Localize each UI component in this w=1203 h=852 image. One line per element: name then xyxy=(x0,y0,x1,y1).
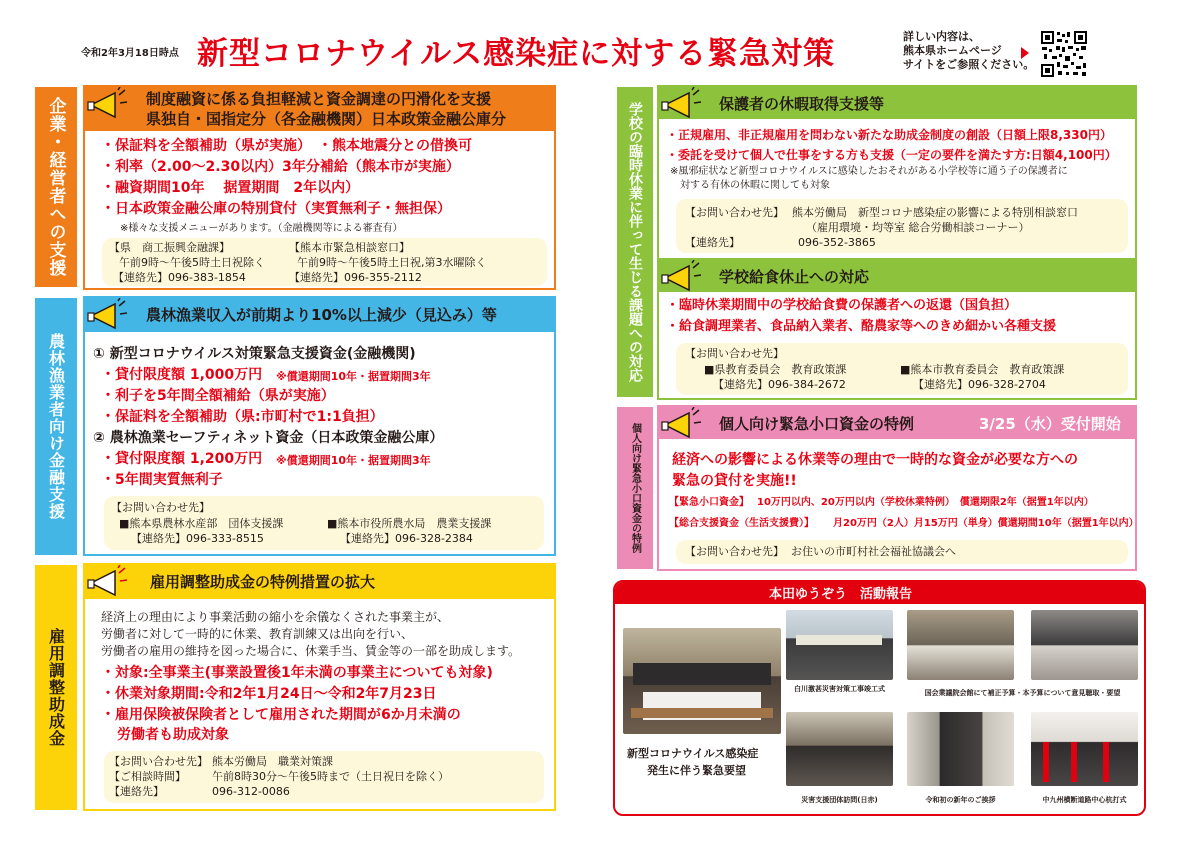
sec3-para-1: 経済上の理由により事業活動の縮小を余儀なくされた事業主が、 xyxy=(101,610,450,624)
sec4-lunch-contact-1-dept: ■県教育委員会 教育政策課 xyxy=(704,363,847,376)
sec1-bullet-1: ・保証料を全額補助（県が実施） ・熊本地震分との借換可 xyxy=(101,138,472,154)
sec2-b1-note: ※償還期間10年・据置期間3年 xyxy=(276,454,431,467)
megaphone-icon xyxy=(85,87,129,119)
sec2-b2: ・5年間実質無利子 xyxy=(101,472,223,488)
section-1-header xyxy=(83,85,556,131)
section-4b-header xyxy=(657,258,1137,292)
sec2-inquiry-label: 【お問い合わせ先】 xyxy=(111,501,210,514)
sec4-bullet-1: ・正規雇用、非正規雇用を問わない新たな助成金制度の創設（日額上限8,330円） xyxy=(666,128,1112,142)
sec5-para-2: 緊急の貸付を実施!! xyxy=(672,473,797,489)
sec1-contact-2-title: 【熊本市緊急相談窓口】 xyxy=(289,241,410,254)
photo-6-caption: 中九州横断道路中心杭打式 xyxy=(1042,796,1127,804)
sec5-para-1: 経済への影響による休業等の理由で一時的な資金が必要な方への xyxy=(672,452,1078,468)
info-text xyxy=(903,30,1034,72)
sec4-bullet-2: ・委託を受けて個人で仕事をする方も支援（一定の要件を満たす方:日額4,100円） xyxy=(666,148,1117,162)
megaphone-icon xyxy=(85,565,129,597)
sec4-inquiry-label: 【お問い合わせ先】 xyxy=(685,206,784,219)
side-label-corporate: 企業・経営者への支援 xyxy=(35,87,77,287)
sec2-contact-1-phone: 【連絡先】096-333-8515 xyxy=(131,532,264,545)
section-2-title: 農林漁業収入が前期より10%以上減少（見込み）等 xyxy=(146,306,497,324)
megaphone-icon xyxy=(659,407,703,439)
sec3-phone-label: 【連絡先】 xyxy=(109,785,164,798)
sec4-note-1: ※風邪症状など新型コロナウイルスに感染したおそれがある小学校等に通う子の保護者に xyxy=(670,166,1068,177)
sec4-lunch-contact-2-phone: 【連絡先】096-328-2704 xyxy=(913,378,1046,391)
side-label-personal-loan: 個人向け緊急小口資金の特例 xyxy=(617,407,653,569)
sec5-loan-1-label: 【緊急小口資金】 xyxy=(669,497,749,508)
photo-5-caption: 令和初の新年のご挨拶 xyxy=(925,796,996,804)
photo-1-caption: 白川激甚災害対策工事竣工式 xyxy=(794,685,885,693)
sec2-contact-1-dept: ■熊本県農林水産部 団体支援課 xyxy=(119,517,284,530)
sec3-bullet-2: ・休業対象期間:令和2年1月24日～令和2年7月23日 xyxy=(101,686,437,702)
section-4a-title: 保護者の休暇取得支援等 xyxy=(719,95,885,113)
section-3-title: 雇用調整助成金の特例措置の拡大 xyxy=(150,573,376,591)
megaphone-icon xyxy=(659,87,703,119)
sec4-lunch-bullet-1: ・臨時休業期間中の学校給食費の保護者への返還（国負担） xyxy=(666,298,1018,313)
section-1-title-2: 県独自・国指定分（各金融機関）日本政策金融公庫分 xyxy=(146,110,507,128)
photo-2-3-caption: 国会業議院会館にて補正予算・本予算について意見聴取・要望 xyxy=(924,689,1121,697)
sec5-loan-1-detail: 10万円以内、20万円以内（学校休業特例） 償還期限2年（据置1年以内） xyxy=(757,497,1094,508)
sec1-contact-1-title: 【県 商工振興金融課】 xyxy=(109,241,230,254)
page-title: 新型コロナウイルス感染症に対する緊急対策 xyxy=(197,36,836,72)
sec2-contact-2-phone: 【連絡先】096-328-2384 xyxy=(340,532,473,545)
sec3-bullet-3b: 労働者も助成対象 xyxy=(117,727,229,743)
section-4b-title: 学校給食休止への対応 xyxy=(719,268,870,286)
date-label: 令和2年3月18日時点 xyxy=(81,48,179,59)
sec1-contact-2-phone: 【連絡先】096-355-2112 xyxy=(289,271,422,284)
main-photo xyxy=(623,628,781,734)
section-5-title: 個人向け緊急小口資金の特例 xyxy=(719,415,915,433)
sec1-contact-1-hours: 午前9時～午後5時土日祝除く xyxy=(119,256,265,269)
side-label-employment: 雇用調整助成金 xyxy=(35,565,77,810)
photo-5 xyxy=(907,712,1014,786)
sec2-heading-2: ② 農林漁業セーフティネット資金（日本政策金融公庫） xyxy=(93,430,444,446)
photo-4-caption: 災害支援団体訪問(日赤) xyxy=(801,796,878,804)
sec4-inquiry-dept-2: （雇用環境・均等室 総合労働相談コーナー） xyxy=(806,221,1030,234)
arrow-right-icon xyxy=(1021,47,1029,59)
sec5-inquiry-label: 【お問い合わせ先】 xyxy=(685,545,784,558)
sec5-loan-2-detail: 月20万円（2人）月15万円（単身）償還期間10年（据置1年以内） xyxy=(833,518,1139,529)
section-1-title-1: 制度融資に係る負担軽減と資金調達の円滑化を支援 xyxy=(146,90,492,108)
sec2-contact-2-dept: ■熊本市役所農水局 農業支援課 xyxy=(327,517,492,530)
sec1-contact-1-phone: 【連絡先】096-383-1854 xyxy=(113,271,246,284)
info-line-1: 詳しい内容は、 xyxy=(903,30,980,43)
sec1-bullet-3: ・融資期間10年 据置期間 2年以内） xyxy=(101,180,360,196)
photo-1 xyxy=(786,610,893,680)
section-3-header xyxy=(83,563,556,599)
sec5-loan-2-label: 【総合支援資金（生活支援費）】 xyxy=(669,518,814,529)
sec4-phone-label: 【連絡先】 xyxy=(685,236,740,249)
section-5-header xyxy=(657,405,1137,439)
sec2-b1: ・貸付限度額 1,200万円 xyxy=(101,451,263,467)
megaphone-icon xyxy=(659,260,703,292)
sec4-lunch-contact-1-phone: 【連絡先】096-384-2672 xyxy=(713,378,846,391)
sec4-lunch-contact-2-dept: ■熊本市教育委員会 教育政策課 xyxy=(900,363,1065,376)
sec2-a3: ・保証料を全額補助（県:市町村で1:1負担） xyxy=(101,409,384,425)
sec2-a2: ・利子を5年間全額補給（県が実施） xyxy=(101,388,335,404)
section-2-header xyxy=(83,296,556,332)
sec1-bullet-4: ・日本政策金融公庫の特別貸付（実質無利子・無担保） xyxy=(101,201,451,217)
photo-6 xyxy=(1031,712,1138,786)
side-label-agriculture: 農林漁業者向け金融支援 xyxy=(35,298,77,555)
photo-2 xyxy=(907,610,1014,680)
info-line-3: サイトをご参照ください。 xyxy=(903,58,1035,71)
sec1-note: ※様々な支援メニューがあります。（金融機関等による審査有） xyxy=(120,223,403,234)
section-4a-header xyxy=(657,85,1137,119)
sec3-phone-value: 096-312-0086 xyxy=(212,785,290,798)
sec4-inquiry-dept: 熊本労働局 新型コロナ感染症の影響による特別相談窓口 xyxy=(792,206,1078,219)
sec3-hours-label: 【ご相談時間】 xyxy=(109,770,186,783)
sec5-inquiry-value: お住いの市町村社会福祉協議会へ xyxy=(791,545,956,558)
sec4-phone-value: 096-352-3865 xyxy=(798,236,876,249)
info-line-2: 熊本県ホームページ xyxy=(903,44,1002,57)
sec4-note-2: 対する有休の休暇に関しても対象 xyxy=(680,180,830,191)
sec2-heading-1: ① 新型コロナウイルス対策緊急支援資金(金融機関) xyxy=(93,346,416,362)
megaphone-icon xyxy=(85,298,129,330)
photo-3 xyxy=(1031,610,1138,680)
sec4-lunch-inquiry-label: 【お問い合わせ先】 xyxy=(685,347,784,360)
section-5-date: 3/25（水）受付開始 xyxy=(979,415,1121,433)
sec3-para-3: 労働者の雇用の維持を図った場合に、休業手当、賃金等の一部を助成します。 xyxy=(101,644,521,658)
sec1-contact-2-hours: 午前9時～午後5時土日祝,第3水曜除く xyxy=(297,256,487,269)
report-main-caption-2: 発生に伴う緊急要望 xyxy=(647,764,746,777)
sec1-bullet-2: ・利率（2.00～2.30以内）3年分補給（熊本市が実施） xyxy=(101,159,460,175)
sec3-inquiry-label: 【お問い合わせ先】 xyxy=(109,755,208,768)
qr-code-icon[interactable] xyxy=(1040,30,1088,78)
sec3-para-2: 労働者に対して一時的に休業、教育訓練又は出向を行い、 xyxy=(101,627,414,641)
sec2-a1: ・貸付限度額 1,000万円 xyxy=(101,367,263,383)
sec3-bullet-1: ・対象:全事業主(事業設置後1年未満の事業主についても対象) xyxy=(101,665,493,681)
sec3-inquiry-value: 熊本労働局 職業対策課 xyxy=(212,755,333,768)
sec2-a1-note: ※償還期間10年・据置期間3年 xyxy=(276,370,431,383)
photo-4 xyxy=(786,712,893,786)
sec3-hours-value: 午前8時30分～午後5時まで（土日祝日を除く） xyxy=(212,770,449,783)
sec3-bullet-3: ・雇用保険被保険者として雇用された期間が6か月未満の xyxy=(101,707,461,723)
report-title: 本田ゆうぞう 活動報告 xyxy=(769,587,913,602)
sec4-lunch-bullet-2: ・給食調理業者、食品納入業者、酪農家等へのきめ細かい各種支援 xyxy=(666,319,1057,334)
side-label-schools: 学校の臨時休業に伴って生じる課題への対応 xyxy=(617,87,653,397)
report-main-caption-1: 新型コロナウイルス感染症 xyxy=(627,747,759,760)
